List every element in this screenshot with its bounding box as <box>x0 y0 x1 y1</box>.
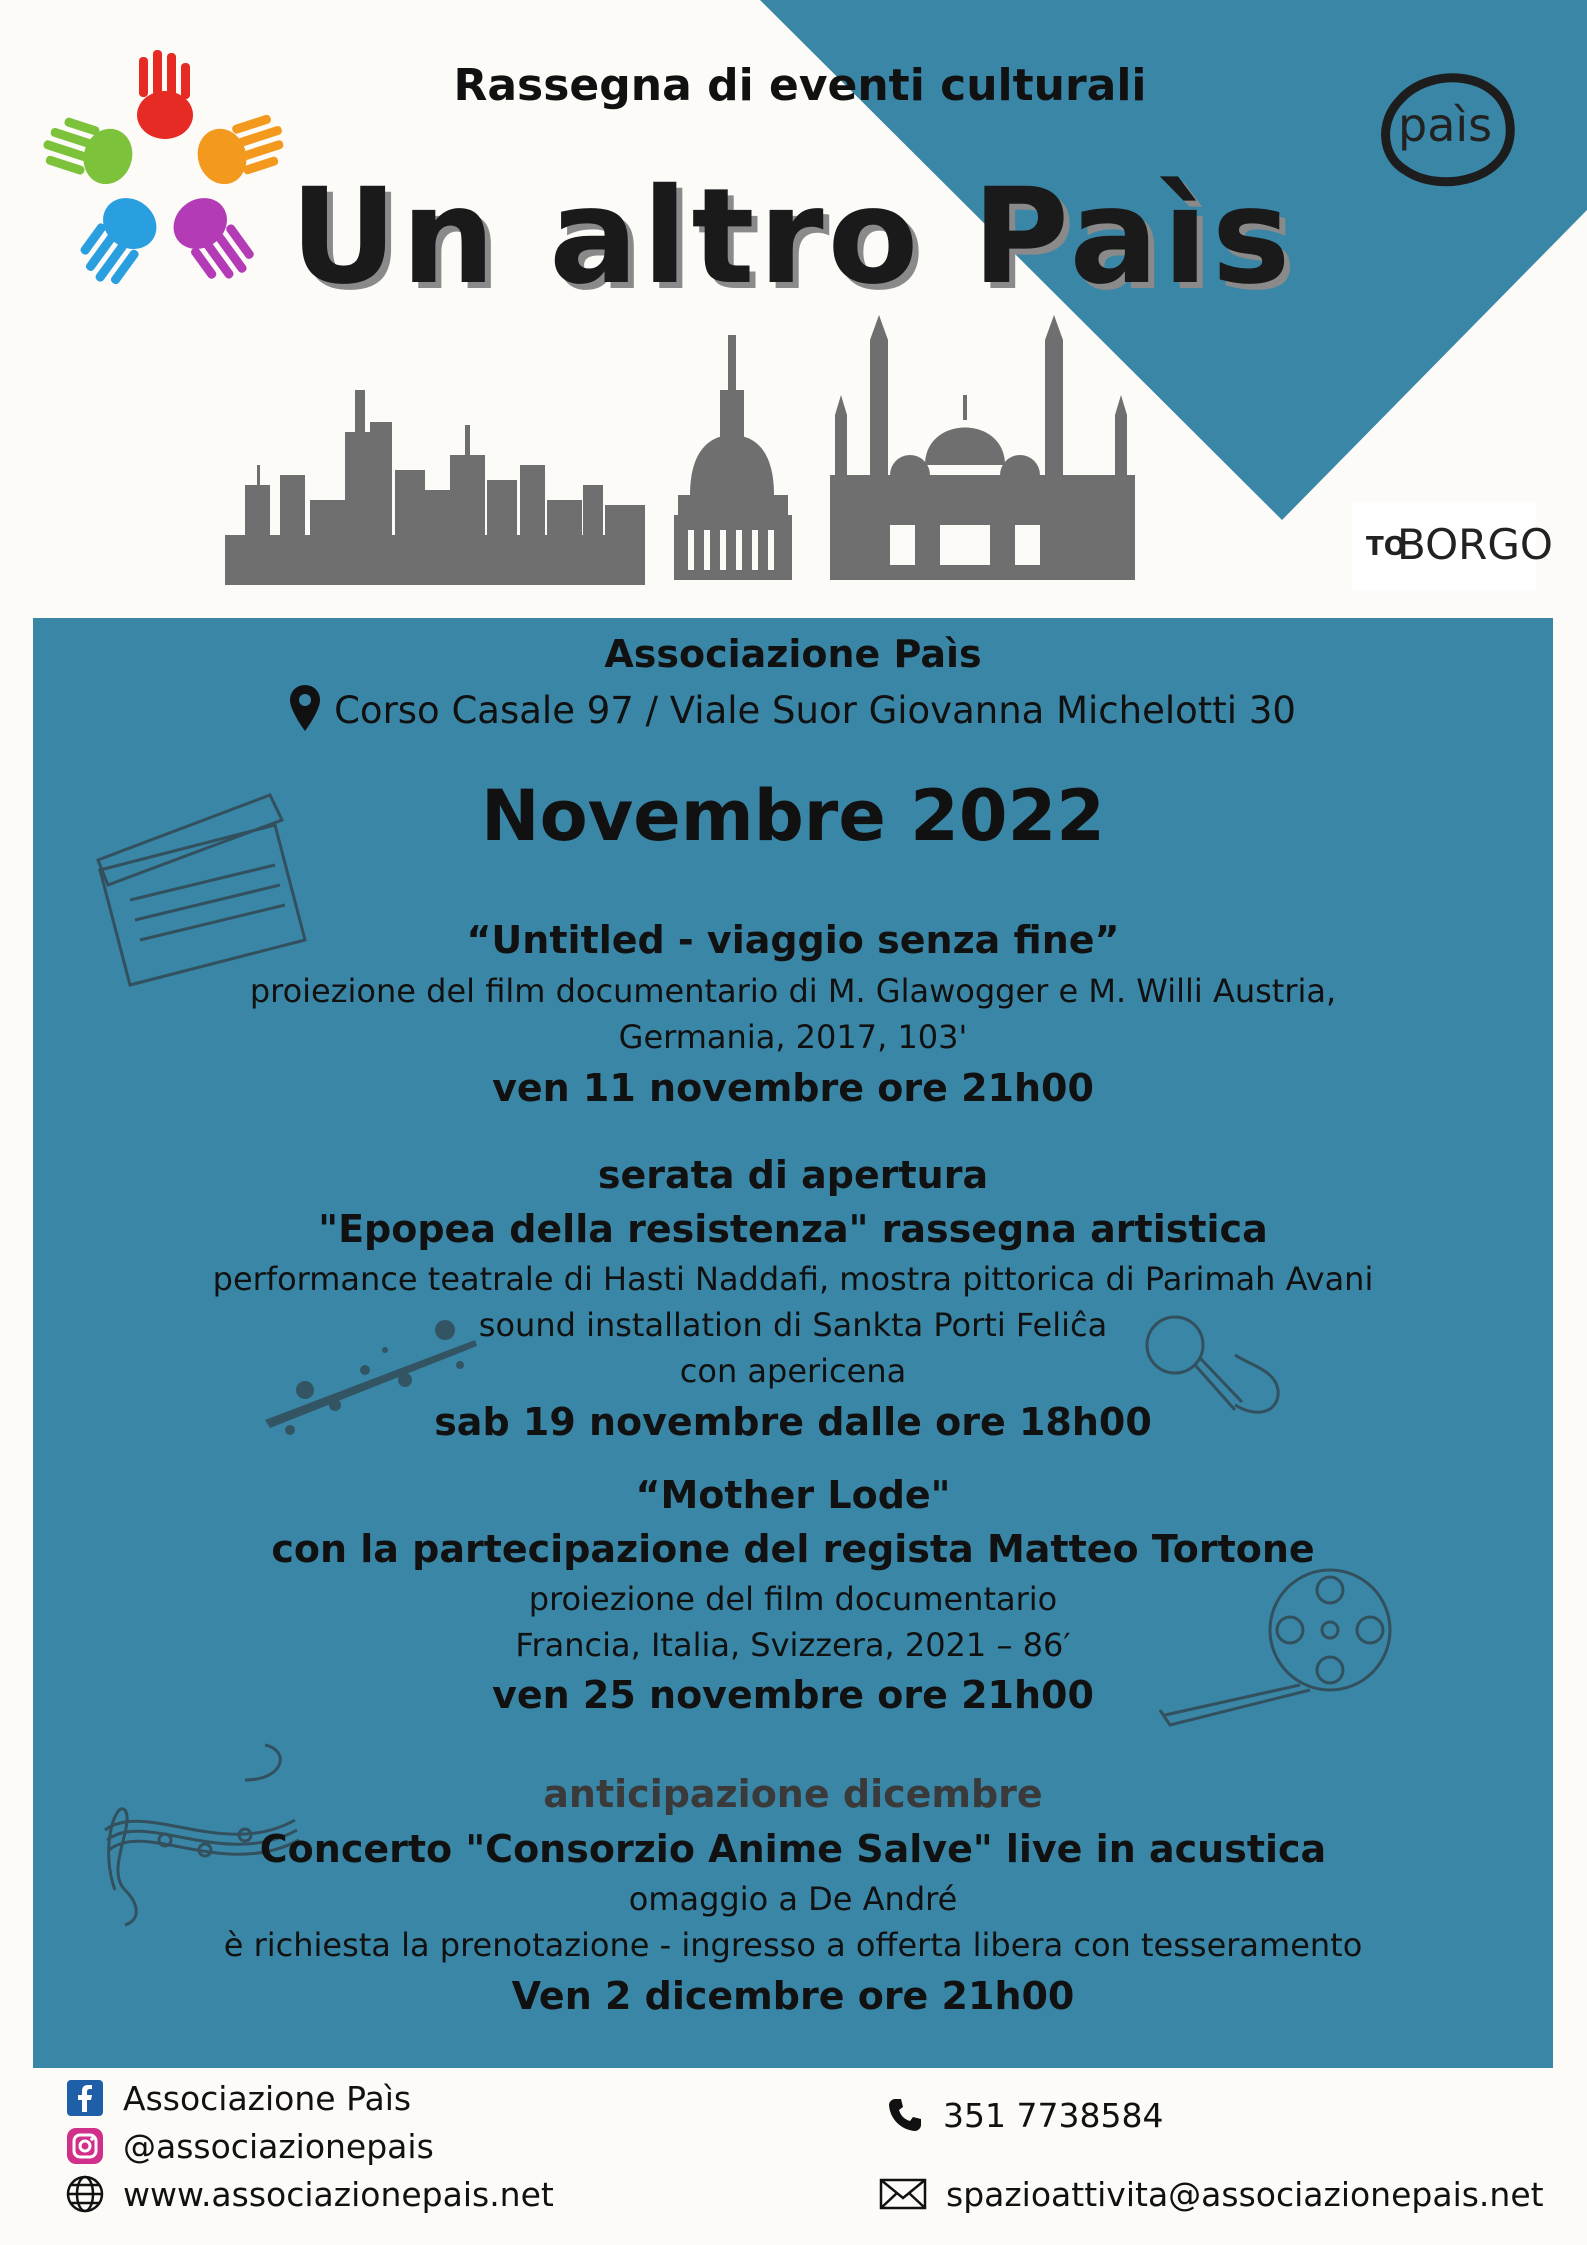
instagram-icon <box>65 2126 105 2166</box>
event-4-line1: omaggio a De André <box>628 1880 958 1918</box>
event-3-subtitle: con la partecipazione del regista Matteo Tortone <box>271 1527 1315 1571</box>
footer-email[interactable] <box>878 2174 1544 2214</box>
month-heading: Novembre 2022 <box>480 775 1106 857</box>
event-series-subtitle: Rassegna di eventi culturali <box>453 60 1147 111</box>
event-3-line2: Francia, Italia, Svizzera, 2021 – 86′ <box>515 1626 1071 1664</box>
facebook-icon <box>65 2078 105 2118</box>
pais-badge-text: paìs <box>1398 98 1493 152</box>
toborgo-big-text: BORGO <box>1397 520 1553 569</box>
email-address: spazioattivita@associazionepais.net <box>946 2174 1544 2214</box>
event-1-title: “Untitled - viaggio senza fine” <box>466 918 1120 962</box>
venue-address-row <box>33 685 1553 732</box>
globe-icon <box>65 2174 105 2214</box>
city-skyline-icon <box>225 380 645 585</box>
footer-website[interactable] <box>65 2174 554 2214</box>
footer-facebook[interactable] <box>65 2078 411 2118</box>
event-2-title: "Epopea della resistenza" rassegna artistica <box>318 1207 1268 1251</box>
event-2-line3: con apericena <box>679 1352 907 1390</box>
event-3-line1: proiezione del film documentario <box>528 1580 1058 1618</box>
event-3-date: ven 25 novembre ore 21h00 <box>492 1673 1094 1717</box>
event-3-title: “Mother Lode" <box>635 1473 951 1517</box>
venue-name: Associazione Paìs <box>604 632 982 676</box>
envelope-icon <box>878 2174 928 2214</box>
event-4-title: Concerto "Consorzio Anime Salve" live in acustica <box>259 1827 1327 1871</box>
toborgo-small-text: TO <box>1366 532 1406 562</box>
event-1-date: ven 11 novembre ore 21h00 <box>492 1066 1094 1110</box>
footer-phone[interactable] <box>885 2095 1163 2135</box>
toborgo-logo <box>1352 502 1553 590</box>
map-pin-icon <box>290 685 320 731</box>
event-1-line2: Germania, 2017, 103' <box>618 1018 968 1056</box>
event-2-date: sab 19 novembre dalle ore 18h00 <box>434 1400 1152 1444</box>
event-2-line1: performance teatrale di Hasti Naddafi, mostra pittorica di Parimah Avani <box>212 1260 1374 1298</box>
mosque-icon <box>830 315 1135 580</box>
event-2-heading: serata di apertura <box>597 1153 989 1197</box>
phone-icon <box>885 2095 925 2135</box>
event-2-line2: sound installation di Sankta Porti Feliĉa <box>478 1306 1108 1344</box>
mole-antonelliana-icon <box>670 335 795 580</box>
event-4-date: Ven 2 dicembre ore 21h00 <box>511 1974 1075 2018</box>
footer-instagram[interactable] <box>65 2126 434 2166</box>
website-url: www.associazionepais.net <box>123 2174 554 2214</box>
event-1-line1: proiezione del film documentario di M. Glawogger e M. Willi Austria, <box>249 972 1337 1010</box>
phone-number: 351 7738584 <box>943 2095 1164 2135</box>
event-4-heading: anticipazione dicembre <box>543 1772 1043 1816</box>
event-4-line2: è richiesta la prenotazione - ingresso a offerta libera con tesseramento <box>223 1926 1363 1964</box>
instagram-handle: @associazionepais <box>123 2126 434 2166</box>
pais-badge-logo <box>1370 60 1520 195</box>
facebook-name: Associazione Paìs <box>123 2078 412 2118</box>
venue-address: Corso Casale 97 / Viale Suor Giovanna Michelotti 30 <box>334 689 1296 732</box>
series-title: Un altro Paìs <box>290 160 1295 314</box>
hands-logo-icon <box>30 40 300 310</box>
